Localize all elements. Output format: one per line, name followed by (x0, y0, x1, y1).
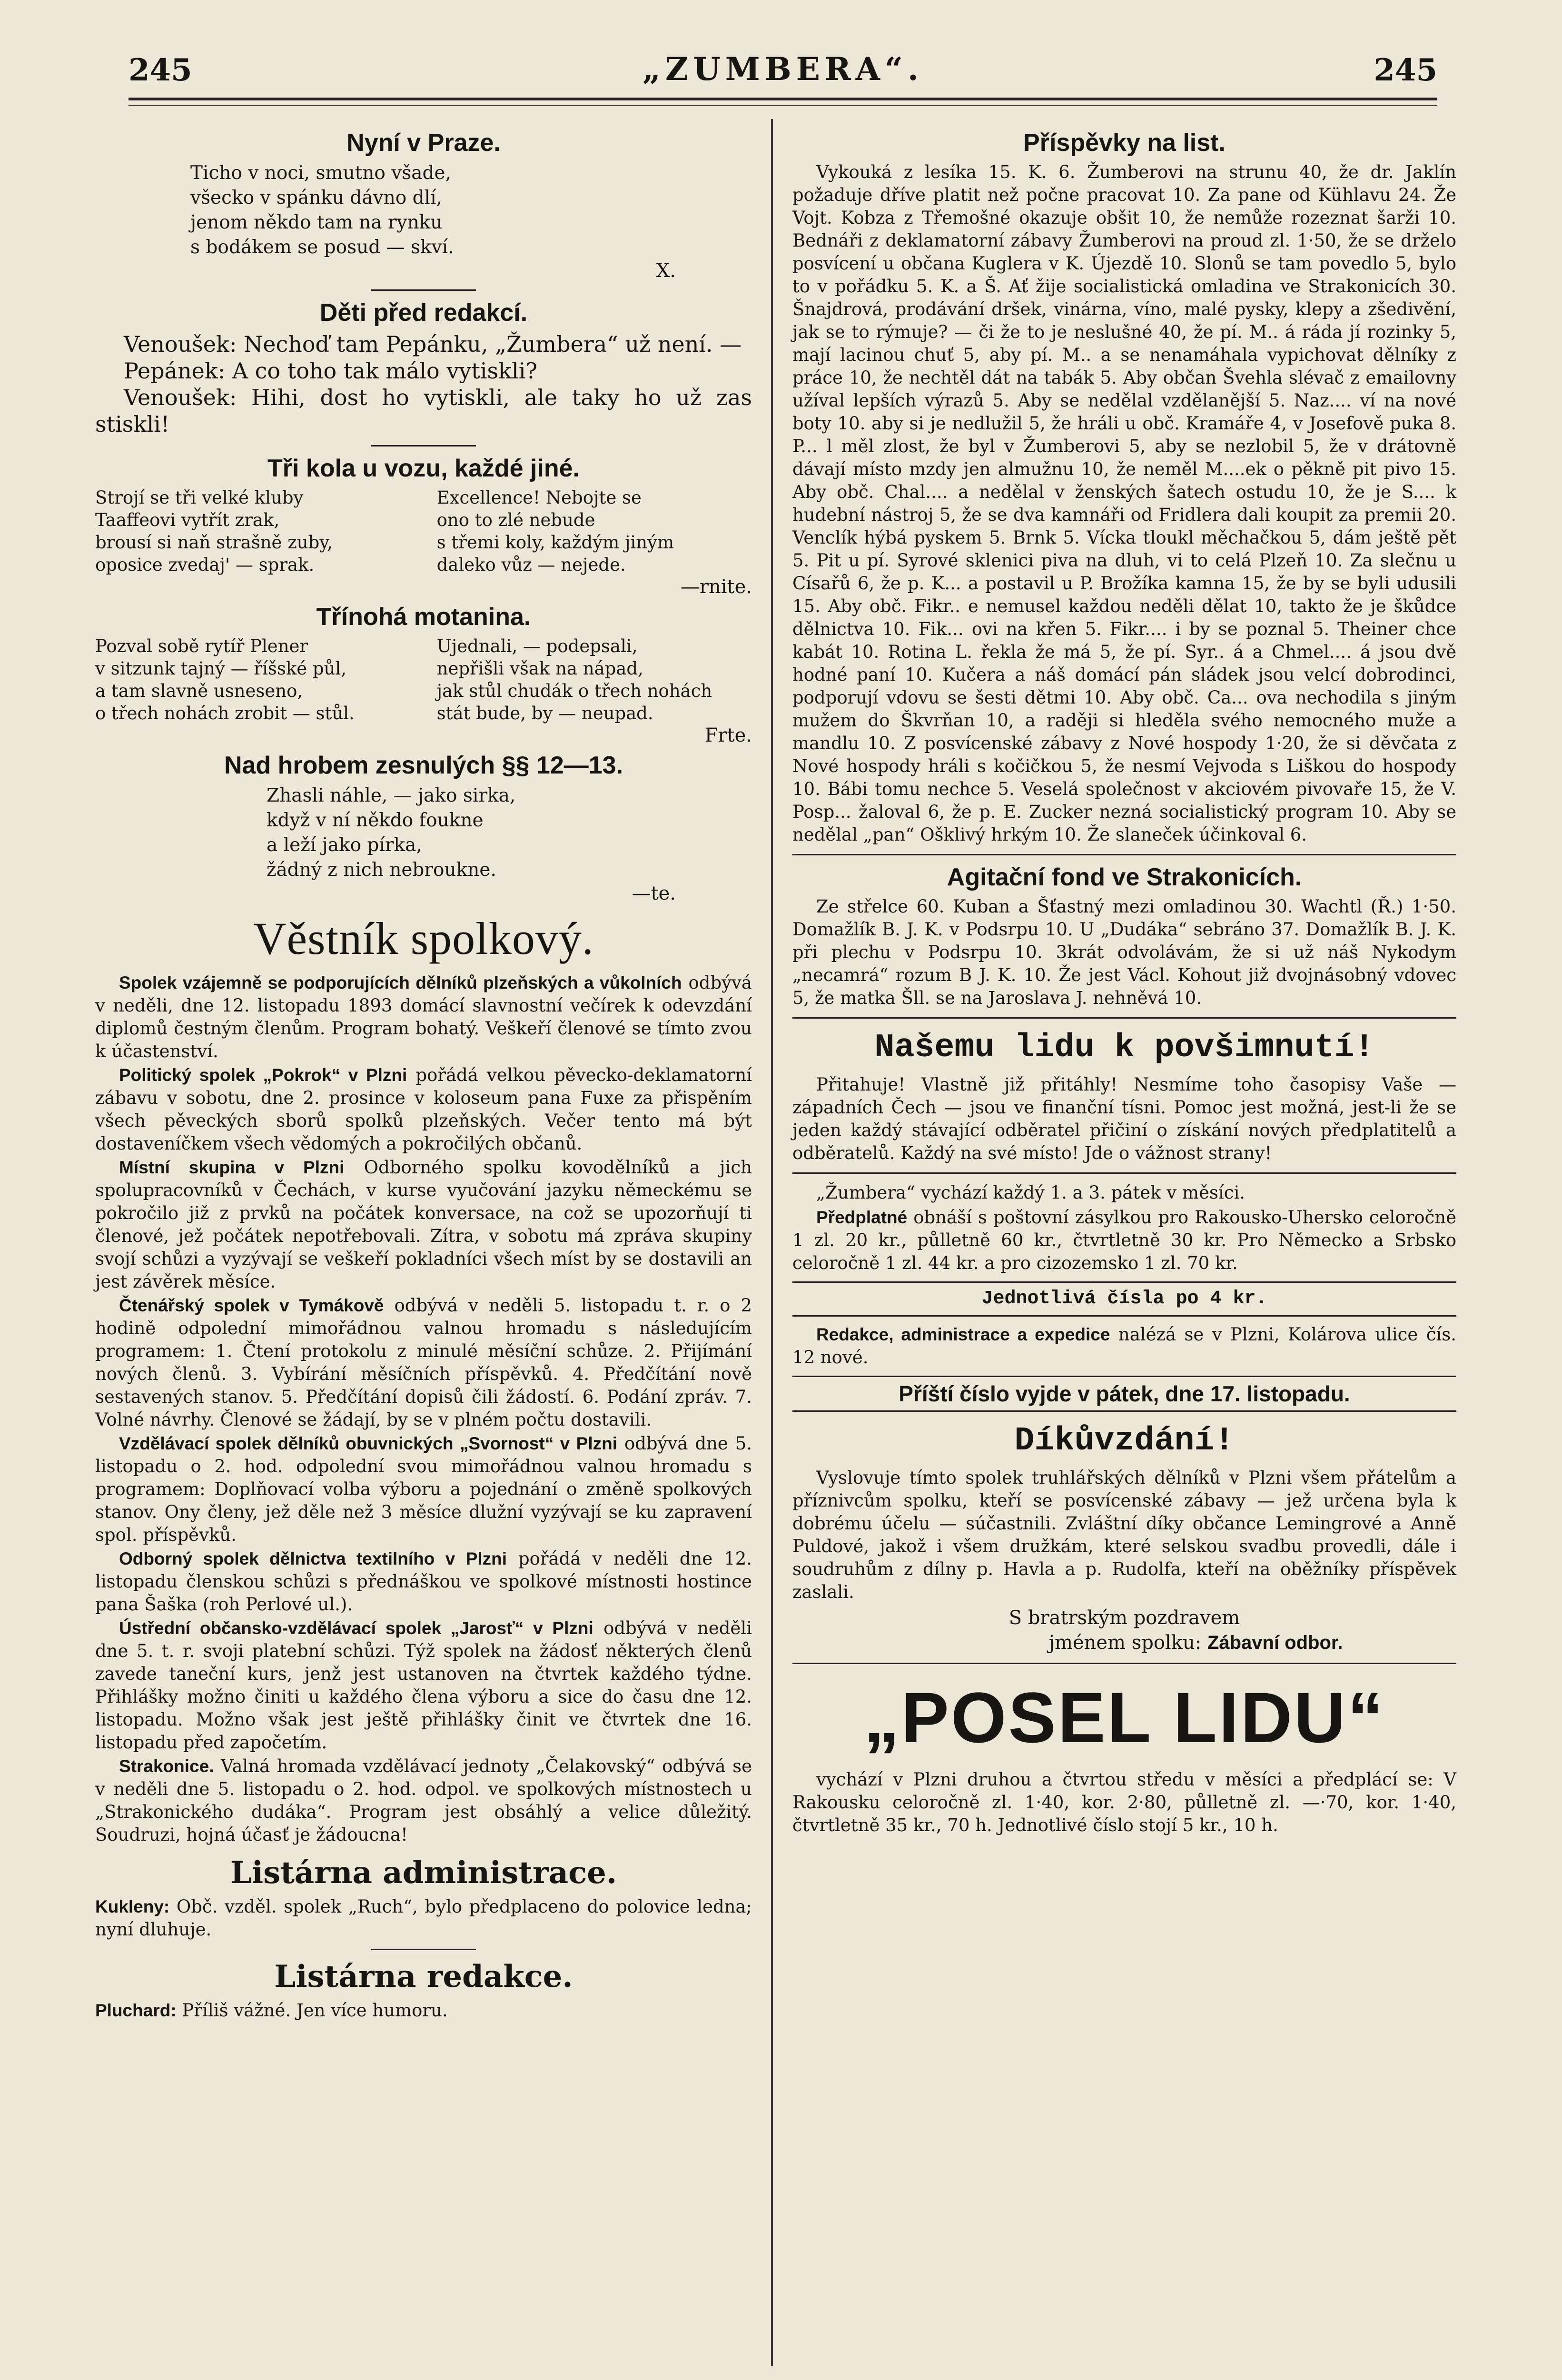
letter-text: Obč. vzděl. spolek „Ruch“, bylo předplaceno do polovice ledna; nyní dluhuje. (95, 1896, 752, 1940)
dialog-line: Venoušek: Hihi, dost ho vytiskli, ale taky ho už zas stiskli! (95, 385, 752, 437)
poem-signature: X. (656, 260, 676, 282)
next-issue: Příští číslo vyjde v pátek, dne 17. listopadu. (792, 1376, 1456, 1412)
divider (792, 1017, 1456, 1019)
notice-text: pořádá v neděli dne 12. listopadu členskou schůzi s přednáškou ve spolkové místnosti hostince pana Šaška (roh Perlové ul.). (95, 1548, 752, 1615)
contributions-text (792, 161, 1456, 846)
dialog-title: Děti před redakcí. (319, 299, 528, 327)
section-title: Listárna redakce. (274, 1959, 573, 1994)
poem-signature: —rnite. (680, 576, 752, 598)
notice-text: Odborného spolku kovodělníků a jich spolupracovníků v Čechách, v kurse vyučování jazyku německému se pokročilo již z prvků na počátek konversace, na což se upozorňují ti členové, jež počátek nepotřebovali. Zítra, v sobotu má zpráva skupiny svojí schůzi a vyzývají se veškeří pokladníci všech míst by se dostavili an jest závěrek měsíce. (95, 1157, 752, 1292)
section-title: Věstník spolkový. (253, 913, 594, 964)
thanks-greeting: S bratrským pozdravem (1008, 1607, 1240, 1629)
header-rule (129, 98, 1437, 100)
page-number-left: 245 (129, 52, 192, 88)
office-text: nalézá se v Plzni, Kolárova ulice čís. 12 nové. (792, 1324, 1456, 1368)
divider (371, 289, 476, 291)
notice-item (95, 972, 752, 1063)
notice-item (95, 1432, 752, 1547)
poem-column-right: Ujednali, — podepsali, nepřišli však na nápad, jak stůl chudák o třech nohách stát bude, by — neupad. (436, 636, 712, 724)
poem-body (267, 783, 752, 883)
contributions-paragraph: Vykouká z lesíka 15. K. 6. Žumberovi na strunu 40, že dr. Jaklín požaduje dříve platit než počne pracovat 10. Za pane od Kühlavu 24. Že Vojt. Kobza z Třemošné okazuje obšit 10, že nemůže rozeznat šarži 10. Bednáři z deklamatorní zábavy Žumberovi na proud zl. 1·50, že se drželo posvícení u občana Kuglera v K. Újezdě 10. Slonů se tam povedlo 5, bylo to v pořádku 5. K. a Š. Ať žije socialistická omladina ve Strakonicích 30. Šnajdrová, prodávání dršek, vinárna, víno, malé pysky, klepy a zšedivění, jak se to rýmuje? — či že to je neslušné 40, že pí. M.. á ráda jí rozinky 5, mají lacinou chuť 5, aby pí. M.. a se nenamáhala vypichovat dělníky z práce 10, že nechtěl dát na tabák 5. Aby občan Švehla slévač z emailovny užíval lepších výrazů 5. Aby se nedělal vzdělanější 5. Naz.... ví na nové boty 10. aby si je nedlužil 5, že hráli u obč. Kramáře 4, v Josefově puka 8. P... l měl zlost, že byl v Žumberovi 5, aby se nezlobil 5, že v drátovně dávají místo mzdy jen almužnu 10, že neměl M....ek o pěkně pit pivo 15. Aby obč. Chal.... a nedělal v ženských šatech ostudu 10, že je S.... k hudební nástroj 5, že se dva kamnáři od Fridlera dali koupit za premii 20. Venclík hýbá pyskem 5. Brnk 5. Vícka tloukl měchačkou 5, dám ještě pět 5. Pit u pí. Syrové sklenici piva na dluh, vi to celá Plzeň 10. Za slečnu u Císařů 6, že p. K... a postavil u P. Brožíka kamna 15, že by se byli udusili 15. Aby obč. Fikr.. e nemusel každou neděli dělat 10, takto že je škůdce dělnictva 10. Fik... ovi na křen 5. Fikr.... i by se poznal 5. Theiner chce kabát 10. Rotina L. řekla že má 5, že pí. Syr.. á a Chmel.... á jsou dvě hodné paní 10. Kučera a náš domácí pán sládek jsou velcí dobrodinci, podporují vdovu se šesti dětmi 10. Aby obč. Ca... ova nechodila s jiným mužem do Škvrňan 10, a raději si hleděla svého nemocného muže a mandlu 10. Z posvícenské zábavy z Nové hospody 1·20, že si děvčata z Nové hospody hráli s kočičkou 5, že nesmí Vejvoda s Liškou do hospody 10. Bábi tomu nechce 5. Veselá společnost v akciovém pivovaře 15, že V. Posp... žaloval 6, že p. E. Zucker nezná socialistický program 10. Aby se nedělal „pan“ Ošklivý hrkým 10. Že slaneček účinkoval 6. (792, 162, 1456, 845)
poem-line: všecko v spánku dávno dlí, (190, 187, 442, 208)
divider (371, 445, 476, 446)
poem-line: když v ní někdo foukne (267, 810, 484, 831)
poem-title: Nyní v Praze. (346, 129, 501, 157)
poem-column-right: Excellence! Nebojte se ono to zlé nebude s třemi koly, každým jiným daleko vůz — nejede. (436, 487, 674, 575)
thanks-paragraph: Vyslovuje tímto spolek truhlářských dělníků v Plzni všem přátelům a příznivcům spolku, kteří se posvícenské zábavy — jež určena byla k dobrému účelu — súčastnili. Zvláštní díky občance Lemingrové a Anně Puldové, jakož i všem družkám, které selskou svadbu provedli, dále i soudruhům z dílny p. Havla a p. Rudolfa, kteří na oběžníky příspěvek zaslali. (792, 1468, 1456, 1602)
office-lead: Redakce, administrace a expedice (816, 1325, 1110, 1344)
publication-paragraph: „Žumbera“ vychází každý 1. a 3. pátek v měsíci. (816, 1182, 1246, 1203)
signature-name: Zábavní odbor. (1207, 1632, 1343, 1653)
left-column (95, 124, 752, 2024)
masthead: „ZUMBERA“. (643, 50, 923, 88)
poem-body (190, 161, 752, 260)
subscription-info (792, 1206, 1456, 1275)
poem-line: Zhasli náhle, — jako sirka, (267, 785, 516, 806)
notice-item (95, 1617, 752, 1754)
page-header (129, 38, 1437, 109)
poem-two-column (95, 635, 752, 724)
divider (792, 1172, 1456, 1174)
poem-line: a leží jako pírka, (267, 834, 422, 856)
poem-two-column (95, 486, 752, 576)
notice-item (95, 1547, 752, 1616)
notice-text: odbývá v neděli dne 5. t. r. svoji platební schůzi. Týž spolek na žádosť některých členů zavede taneční kurs, jenž jest ustanoven na čtvrtek každého týdne. Přihlášky možno činiti u každého člena výboru a sice do času dne 12. listopadu. Možno však jest ještě přihlášky činit ve čtvrtek dne 16. listopadu před započetím. (95, 1618, 752, 1753)
poem-column-left: Strojí se tři velké kluby Taaffeovi vytřít zrak, brousí si naň strašně zuby, oposice zvedaj' — sprak. (95, 487, 333, 575)
poem-signature: Frte. (704, 724, 752, 746)
single-issue-price: Jednotlivá čísla po 4 kr. (792, 1281, 1456, 1317)
notice-text: odbývá dne 5. listopadu o 2. hod. odpolední svou mimořádnou valnou hromadu s programem: Doplňovací volba výboru a pojednání o změně spolkových stanov. Ony členy, jež děle než 3 měsíce dlužní vyzývají se ku zapravení spol. příspěvků. (95, 1433, 752, 1545)
dialog-line: Pepánek: A co toho tak málo vytiskli? (124, 358, 538, 384)
notice-text: Valná hromada vzdělávací jednoty „Čelakovský“ odbývá se v neděli dne 5. listopadu o 2. hod. odpol. ve spolkových místnostech u „Strakonického dudáka“. Program jest obsáhlý a velice důležitý. Soudruzi, hojná účasť je žádoucna! (95, 1756, 752, 1845)
office-address (792, 1323, 1456, 1369)
fund-paragraph: Ze střelce 60. Kuban a Šťastný mezi omladinou 30. Wachtl (Ř.) 1·50. Domažlík B. J. K. v Podsrpu 10. U „Dudáka“ sebráno 37. Domažlík B. J. K. při plechu v Podsrpu 10. 3krát odvolávám, že si už náš Nykodym „necamrá“ rozum B J. K. 10. Že jest Václ. Kohout již dvojnásobný vdovec 5, že matka Šll. se na Jaroslava J. nehněvá 10. (792, 896, 1456, 1008)
appeal-text (792, 1073, 1456, 1165)
posel-lidu-title: „POSEL LIDU“ (863, 1677, 1385, 1757)
notice-lead: Čtenářský spolek v Tymákově (119, 1296, 384, 1315)
section-title: Díkůvzdání! (1014, 1422, 1235, 1460)
notice-item (95, 1294, 752, 1431)
divider (371, 1949, 476, 1950)
notice-lead: Strakonice. (119, 1756, 214, 1776)
publication-info (792, 1181, 1456, 1204)
divider (792, 854, 1456, 855)
notice-lead: Odborný spolek dělnictva textilního v Plzni (119, 1549, 507, 1568)
admin-letter (95, 1895, 752, 1941)
divider (792, 1663, 1456, 1664)
poem-line: jenom někdo tam na rynku (190, 212, 443, 233)
notice-lead: Politický spolek „Pokrok“ v Plzni (119, 1065, 407, 1085)
dialog-line: Venoušek: Nechoď tam Pepánku, „Žumbera“ už není. — (124, 331, 742, 357)
section-title: Příspěvky na list. (1023, 129, 1226, 157)
column-divider (771, 119, 773, 2366)
notice-item (95, 1064, 752, 1155)
notice-lead: Místní skupina v Plzni (119, 1158, 345, 1177)
dialog-body (95, 331, 752, 437)
poem-column-left: Pozval sobě rytíř Plener v sitzunk tajný — říšské půl, a tam slavně usneseno, o třech nohách zrobit — stůl. (95, 636, 355, 724)
subscription-text: obnáší s poštovní zásylkou pro Rakousko-Uhersko celoročně 1 zl. 20 kr., půlletně 60 kr., čtvrtletně 30 kr. Pro Německo a Srbsko celoročně 1 zl. 44 kr. a pro cizozemsko 1 zl. 70 kr. (792, 1207, 1457, 1273)
notice-lead: Ústřední občansko-vzdělávací spolek „Jarosť“ v Plzni (119, 1618, 593, 1638)
poem-signature: —te. (632, 883, 676, 904)
notice-text: odbývá v neděli 5. listopadu t. r. o 2 hodině odpolední mimořádnou valnou hromadu s následujícím programem: 1. Čtení protokolu z minulé měsíční schůze. 2. Přijímání nových členů. 3. Vybírání měsíčních příspěvků. 4. Předčítání nově sestavených stanov. 5. Předčítání dopisů čili žádostí. 6. Podání zpráv. 7. Volné návrhy. Členové se žádají, by se v plném počtu dostavili. (95, 1295, 752, 1430)
notice-text: odbývá v neděli, dne 12. listopadu 1893 domácí slavnostní večírek k odevzdání diplomů čestným členům. Program bohatý. Veškeří členové se tímto zvou k účastenství. (95, 972, 752, 1061)
poem-line: Ticho v noci, smutno všade, (190, 162, 451, 184)
notice-lead: Vzdělávací spolek dělníků obuvnických „Svornost“ v Plzni (119, 1434, 618, 1453)
notice-item (95, 1156, 752, 1293)
poem-title: Nad hrobem zesnulých §§ 12—13. (224, 752, 623, 779)
letter-lead: Kukleny: (95, 1897, 170, 1916)
poem-line: žádný z nich nebroukne. (267, 859, 496, 881)
section-title: Listárna administrace. (230, 1855, 617, 1891)
editor-letter (95, 1999, 752, 2022)
header-rule-thin (129, 105, 1437, 106)
notice-text: pořádá velkou pěvecko-deklamatorní zábavu v sobotu, dne 2. prosince v koloseum pana Fuxe za přispěním všech pěveckých sborů spolků plzeňských. Večer tento má být dostaveníčkem všech vědomých a pokročilých občanů. (95, 1065, 752, 1154)
society-notices (95, 972, 752, 1846)
posel-paragraph: vychází v Plzni druhou a čtvrtou středu v měsíci a předplácí se: V Rakousku celoročně zl. 1·40, kor. 2·80, půlletně zl. —·70, kor. 1·40, čtvrtletně 35 kr., 70 h. Jednotlivé číslo stojí 5 kr., 10 h. (792, 1769, 1456, 1835)
page-number-right: 245 (1374, 52, 1437, 88)
thanks-text (792, 1467, 1456, 1604)
subscription-lead: Předplatné (816, 1208, 908, 1227)
letter-lead: Pluchard: (95, 2001, 177, 2020)
poem-title: Tři kola u vozu, každé jiné. (267, 455, 580, 482)
section-title: Našemu lidu k povšimnutí! (874, 1029, 1374, 1067)
notice-item (95, 1755, 752, 1846)
section-title: Agitační fond ve Strakonicích. (947, 863, 1302, 891)
signature-pre: jménem spolku: (1048, 1632, 1202, 1654)
poem-line: s bodákem se posud — skví. (190, 237, 454, 258)
right-column (792, 124, 1456, 1839)
thanks-signature (935, 1630, 1456, 1655)
letter-text: Příliš vážné. Jen více humoru. (182, 2000, 448, 2021)
appeal-paragraph: Přitahuje! Vlastně již přitáhly! Nesmíme toho časopisy Vaše — západních Čech — jsou ve finanční tísni. Pomoc jest možná, jest-li že se jeden každý stávající odběratel přičiní o získání nových předplatitelů a odběratelů. Každý na své místo! Jde o vážnost strany! (792, 1074, 1456, 1163)
posel-text (792, 1768, 1456, 1837)
notice-lead: Spolek vzájemně se podporujících dělníků plzeňských a vůkolních (119, 973, 682, 992)
fund-text (792, 895, 1456, 1010)
poem-title: Třínohá motanina. (316, 603, 531, 631)
